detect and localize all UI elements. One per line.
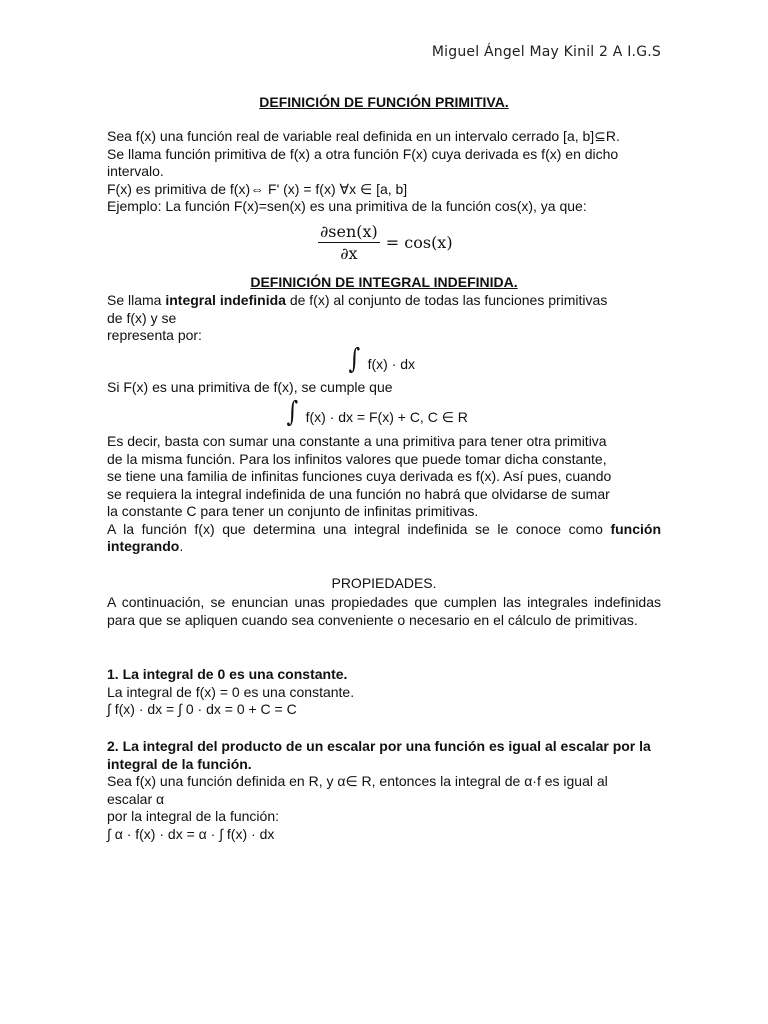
text-line: escalar α <box>107 790 165 807</box>
text-line: Sea f(x) una función definida en R, y α∈ R, entonces la integral de α·f es igual al <box>107 773 608 789</box>
text-line: se requiera la integral indefinida de una función no habrá que olvidarse de sumar <box>107 485 610 502</box>
text-span: de f(x) al conjunto de todas las funciones primitivas <box>285 292 608 308</box>
text-line: se tiene una familia de infinitas funciones cuya derivada es f(x). Así pues, cuando <box>107 468 612 484</box>
text-line: intervalo. <box>107 163 164 179</box>
text-line: Es decir, basta con sumar una constante a una primitiva para tener otra primitiva <box>107 433 607 449</box>
text-line: la constante C para tener un conjunto de infinitas primitivas. <box>107 503 479 519</box>
fraction-denominator: ∂x <box>340 244 358 263</box>
constant-explanation <box>107 433 661 556</box>
derivative-formula <box>318 222 453 263</box>
section-title-properties: PROPIEDADES. <box>331 575 437 591</box>
property-1 <box>107 666 661 719</box>
text-line: por la integral de la función: <box>107 808 279 824</box>
integral-expression: f(x) · dx = F(x) + C, C ∈ R <box>305 409 468 425</box>
text-line: La integral de f(x) = 0 es una constante. <box>107 683 355 700</box>
text-span: A la función f(x) que determina una integral indefinida se le conoce como <box>107 520 611 537</box>
integral-expression: f(x) · dx <box>367 356 416 372</box>
bold-term: integrando <box>107 538 180 554</box>
property-2 <box>107 738 661 843</box>
text-line: Se llama función primitiva de f(x) a otra función F(x) cuya derivada es f(x) en dicho <box>107 145 619 162</box>
text-line: Si F(x) es una primitiva de f(x), se cumple que <box>107 379 393 395</box>
integral-sign-icon: ∫ <box>348 342 361 375</box>
integral-notation <box>347 342 416 375</box>
text-line: F(x) es primitiva de f(x)⇔ F' (x) = f(x) ∀x ∈ [a, b] <box>107 180 408 197</box>
text-line: ∫ α · f(x) · dx = α · ∫ f(x) · dx <box>107 825 275 842</box>
bold-term: integral indefinida <box>165 292 286 308</box>
section-title-primitive-function: DEFINICIÓN DE FUNCIÓN PRIMITIVA. <box>259 94 509 110</box>
bold-term: función <box>610 520 661 537</box>
text-span: Se llama <box>107 292 166 308</box>
text-line: de f(x) y se <box>107 309 177 326</box>
text-line <box>107 292 661 310</box>
property-title: 2. La integral del producto de un escalar por una función es igual al escalar por la integral de la función. <box>107 738 651 772</box>
section-title-indefinite-integral: DEFINICIÓN DE INTEGRAL INDEFINIDA. <box>250 274 518 290</box>
integrand-definition <box>107 521 661 539</box>
integral-equation <box>285 394 468 428</box>
text-span: . <box>179 538 184 554</box>
indefinite-integral-intro <box>107 292 661 345</box>
formula-rhs: = cos(x) <box>385 233 453 252</box>
text-line: representa por: <box>107 327 202 343</box>
author-header: Miguel Ángel May Kinil 2 A I.G.S <box>431 44 661 60</box>
fraction-numerator: ∂sen(x) <box>320 222 378 241</box>
integral-sign-icon: ∫ <box>286 394 299 428</box>
text-line: ∫ f(x) · dx = ∫ 0 · dx = 0 + C = C <box>107 701 297 717</box>
primitive-definition-text <box>107 128 661 216</box>
primitive-condition-text <box>107 379 661 397</box>
fraction <box>318 222 380 263</box>
text-line <box>107 538 661 556</box>
text-line: de la misma función. Para los infinitos valores que puede tomar dicha constante, <box>107 450 607 467</box>
text-line: Sea f(x) una función real de variable real definida en un intervalo cerrado [a, b]⊆R. <box>107 128 620 144</box>
property-title: 1. La integral de 0 es una constante. <box>107 666 348 682</box>
properties-intro: A continuación, se enuncian unas propiedades que cumplen las integrales indefinidas para que se apliquen cuando sea conveniente o necesario en el cálculo de primitivas. <box>107 594 661 628</box>
text-line: Ejemplo: La función F(x)=sen(x) es una primitiva de la función cos(x), ya que: <box>107 198 587 214</box>
